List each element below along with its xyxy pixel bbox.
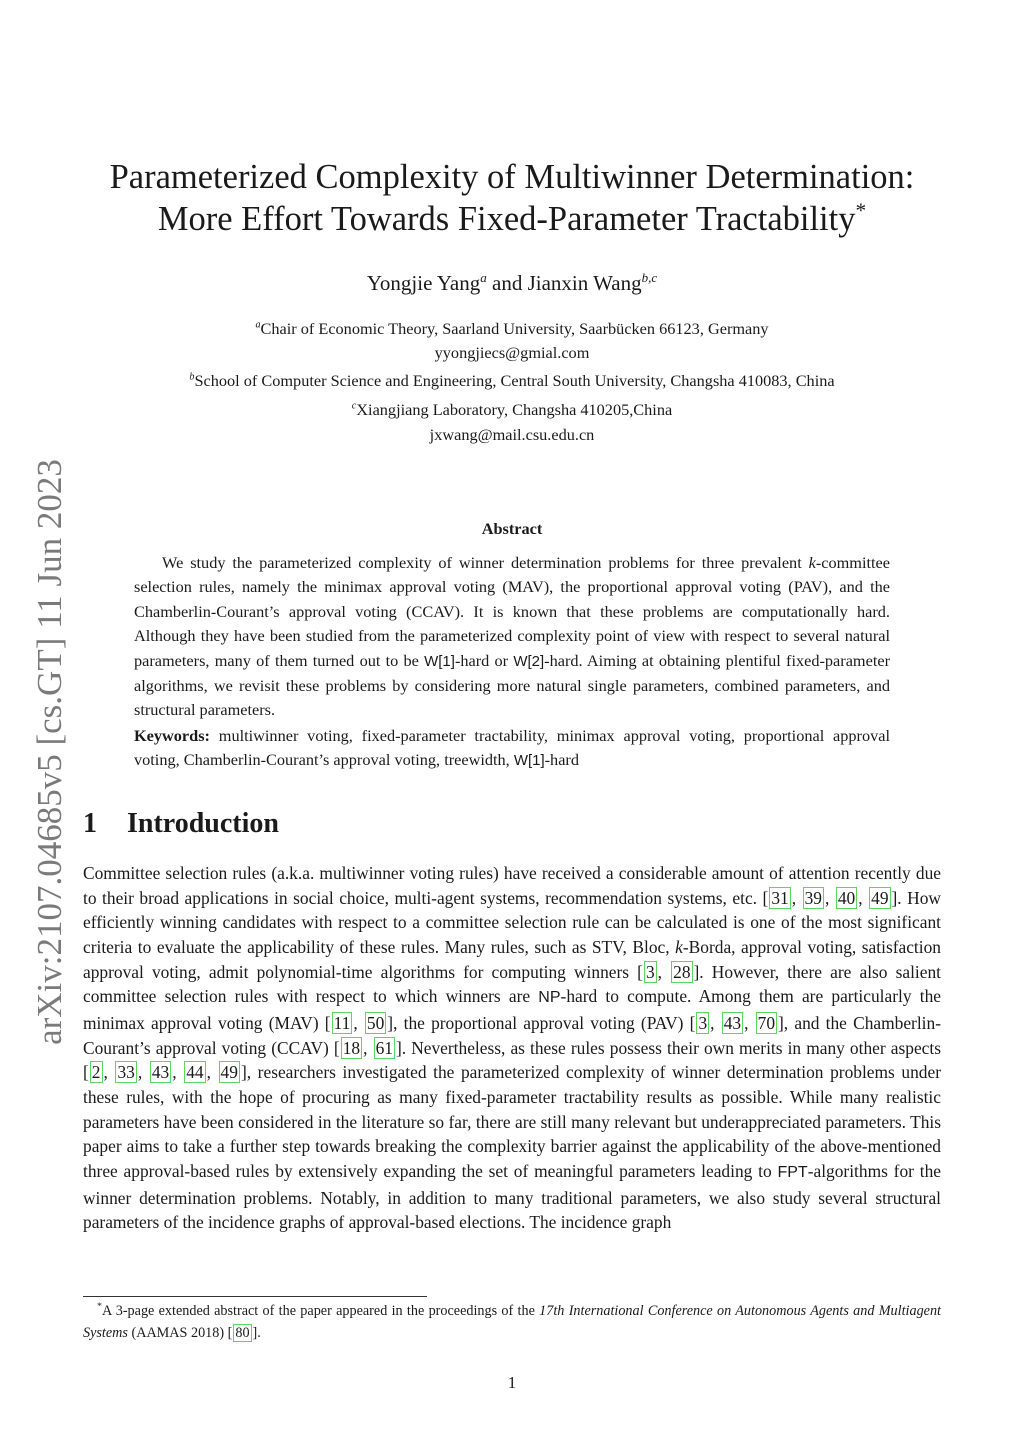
title-line-2: More Effort Towards Fixed-Parameter Tractability* <box>157 198 867 238</box>
abstract-paragraph: We study the parameterized complexity of winner determination problems for three prevalent k-committee selection rules, namely the minimax approval voting (MAV), the proportional approval voting (PAV), and the Chamberlin-Courant’s approval voting (CCAV). It is known that these problems are computationally hard. Although they have been studied from the parameterized complexity point of view with respect to several natural parameters, many of them turned out to be W[1]-hard or W[2]-hard. Aiming at obtaining plentiful fixed-parameter algorithms, we revisit these problems by considering more natural single parameters, combined parameters, and structural parameters. <box>134 553 890 720</box>
email-wang[interactable] <box>60 424 964 446</box>
citation-link[interactable]: 43 <box>151 1062 170 1083</box>
math-k: k <box>675 936 683 957</box>
citation-link[interactable]: 80 <box>235 1325 250 1341</box>
introduction-paragraph: Committee selection rules (a.k.a. multiwinner voting rules) have received a considerable amount of attention recently due to their broad applications in social choice, multi-agent systems, recommendation systems, etc. [ 31 , 39 , 40 , 49 ]. How efficiently winning candidates with respect to a committee selection rule can be calculated is one of the most significant criteria to evaluate the applicability of these rules. Many rules, such as STV, Bloc, k-Borda, approval voting, satisfaction approval voting, admit polynomial-time algorithms for computing winners [ 3 , 28 ]. However, there are also salient committee selection rules with respect to which winners are NP-hard to compute. Among them are particularly the minimax approval voting (MAV) [ 11 , 50 ], the proportional approval voting (PAV) [ 3 , 43 , 70 ], and the Chamberlin-Courant’s approval voting (CCAV) [ 18 , 61 ]. Nevertheless, as these rules possess their own merits in many other aspects [ 2 , 33 , 43 , 44 , 49 ], researchers investigated the parameterized complexity of winner determination problems under these rules, with the hope of procuring as many fixed-parameter tractability results as possible. While many realistic parameters have been considered in the literature so far, there are still many relevant but underappreciated parameters. This paper aims to take a further step towards breaking the complexity barrier against the applicability of the above-mentioned three approval-based rules by extensively expanding the set of meaningful parameters leading to FPT-algorithms for the winner determination problems. Notably, in addition to many traditional parameters, we also study several structural parameters of the incidence graphs of approval-based elections. The incidence graph <box>83 863 942 1233</box>
citation-link[interactable]: 11 <box>333 1012 351 1033</box>
citation-link[interactable]: 43 <box>723 1012 742 1033</box>
affiliation-text: Chair of Economic Theory, Saarland University, Saarbücken 66123, Germany <box>260 319 769 338</box>
footnote: *A 3-page extended abstract of the paper appeared in the proceedings of the 17th International Conference on Autonomous Agents and Multiagent Systems (AAMAS 2018) [ 80 ]. <box>83 1301 941 1341</box>
keywords-label: Keywords: <box>134 726 210 745</box>
affiliation-mark: c <box>351 400 357 412</box>
author-connector: and <box>486 271 528 295</box>
citation-link[interactable]: 18 <box>342 1037 361 1058</box>
introduction-body <box>83 861 941 1235</box>
footnote-divider <box>83 1296 427 1297</box>
citation-link[interactable]: 49 <box>220 1062 238 1083</box>
citation-link[interactable]: 50 <box>366 1012 385 1033</box>
citation-link[interactable]: 70 <box>757 1012 776 1033</box>
citation-link[interactable]: 3 <box>645 961 655 982</box>
footnote-venue: 17th International Conference on Autonomous Agents and Multiagent Systems <box>83 1303 941 1341</box>
section-number: 1 <box>83 808 97 839</box>
affiliation-a <box>60 318 964 340</box>
email-yang[interactable] <box>60 342 964 364</box>
affiliation-mark: a <box>255 319 261 331</box>
author-name: Yongjie Yang <box>366 271 481 295</box>
complexity-class: FPT <box>777 1163 808 1181</box>
paper-title <box>60 156 964 240</box>
complexity-class: W[2] <box>513 652 545 670</box>
author-list <box>60 268 964 298</box>
citation-link[interactable]: 3 <box>698 1012 708 1033</box>
footnote-mark: * <box>97 1301 102 1313</box>
complexity-class: W[1] <box>424 652 455 670</box>
citation-link[interactable]: 40 <box>837 887 856 908</box>
affiliation-text: Xiangjiang Laboratory, Changsha 410205,China <box>356 400 673 419</box>
author-affil-mark: b,c <box>641 270 658 285</box>
keywords-text: multiwinner voting, fixed-parameter tractability, minimax approval voting, proportional approval voting, Chamberlin-Courant’s approval voting, treewidth, <box>134 726 890 770</box>
affiliation-b <box>60 370 964 392</box>
affiliation-text: School of Computer Science and Engineering, Central South University, Changsha 410083, China <box>194 371 835 390</box>
section-heading <box>83 806 279 842</box>
title-line-1: Parameterized Complexity of Multiwinner Determination: <box>109 158 915 196</box>
citation-link[interactable]: 49 <box>871 887 889 908</box>
abstract-heading: Abstract <box>481 519 543 538</box>
complexity-class: NP <box>538 989 561 1007</box>
title-footnote-mark: * <box>855 198 867 223</box>
citation-link[interactable]: 2 <box>91 1062 101 1083</box>
citation-link[interactable]: 28 <box>673 961 691 982</box>
email-text[interactable]: jxwang@mail.csu.edu.cn <box>429 425 595 444</box>
citation-link[interactable]: 31 <box>771 887 789 908</box>
citation-link[interactable]: 44 <box>186 1062 204 1083</box>
citation-link[interactable]: 33 <box>117 1062 135 1083</box>
page-number: 1 <box>507 1373 517 1392</box>
citation-link[interactable]: 61 <box>375 1037 393 1058</box>
math-k: k <box>808 553 816 572</box>
author-affil-mark: a <box>480 270 487 285</box>
affiliation-mark: b <box>189 371 195 383</box>
author-name: Jianxin Wang <box>527 271 642 295</box>
complexity-class: W[1] <box>513 752 545 770</box>
abstract-body <box>134 551 890 723</box>
citation-link[interactable]: 39 <box>804 887 822 908</box>
arxiv-identifier: arXiv:2107.04685v5 [cs.GT] 11 Jun 2023 <box>30 459 69 1045</box>
email-text[interactable]: yyongjiecs@gmial.com <box>434 343 590 362</box>
keywords: Keywords: multiwinner voting, fixed-parameter tractability, minimax approval voting, proportional approval voting, Chamberlin-Courant’s approval voting, treewidth, W[1]-hard <box>134 726 890 770</box>
affiliation-c <box>60 399 964 421</box>
section-title: Introduction <box>127 808 279 839</box>
